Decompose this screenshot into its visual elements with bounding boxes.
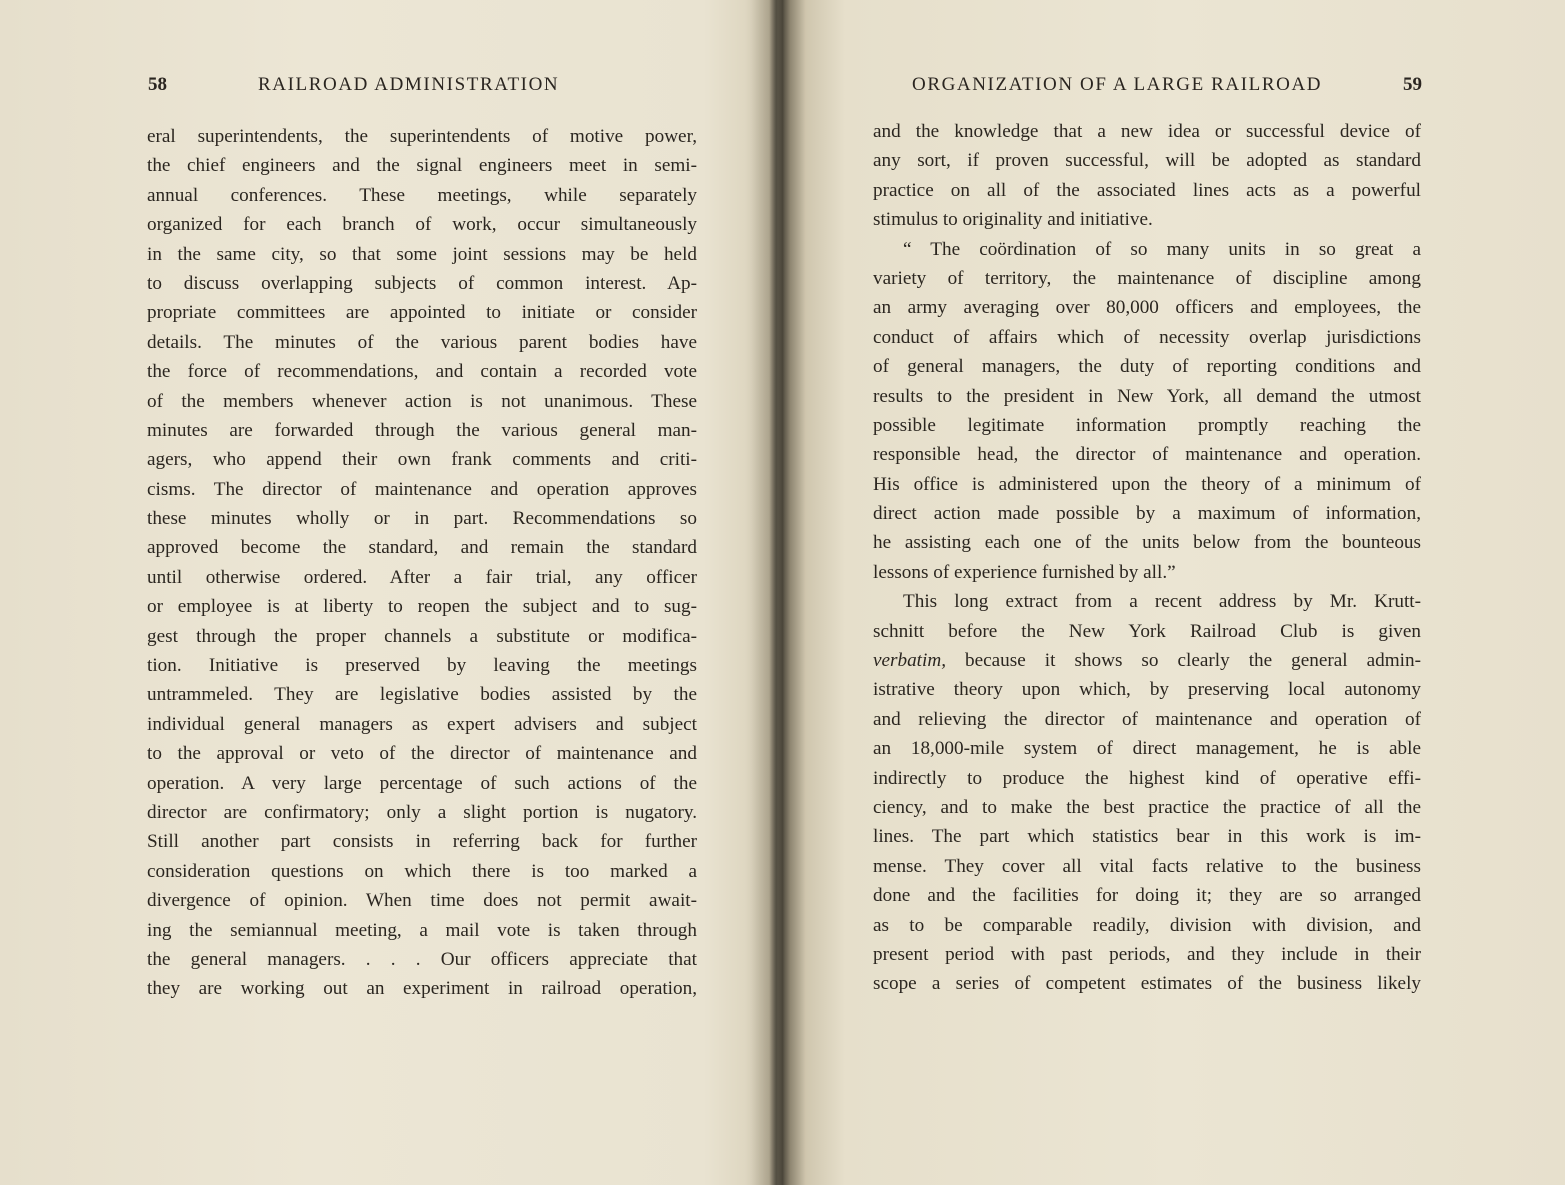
text-line: divergence of opinion. When time does not permit await- [147,890,697,912]
right-page-body [873,117,1421,999]
text-line: the force of recommendations, and contain a recorded vote [147,361,697,383]
text-line: gest through the proper channels a substitute or modifica- [147,625,697,647]
text-line: of the members whenever action is not unanimous. These [147,390,697,412]
text-line: these minutes wholly or in part. Recommendations so [147,508,697,530]
text-line: an army averaging over 80,000 officers and employees, the [873,297,1421,319]
text-line: variety of territory, the maintenance of discipline among [873,267,1421,289]
text-line: Still another part consists in referring back for further [147,831,697,853]
text-line: approved become the standard, and remain the standard [147,537,697,559]
left-page-header [148,74,698,104]
text-line: indirectly to produce the highest kind of operative effi- [873,767,1421,789]
text-line: any sort, if proven successful, will be adopted as standard [873,150,1421,172]
left-page-body [147,122,697,1004]
text-line: agers, who append their own frank comments and criti- [147,449,697,471]
text-line: minutes are forwarded through the various general man- [147,419,697,441]
text-line: scope a series of competent estimates of the business likely [873,973,1421,995]
text-line: consideration questions on which there is too marked a [147,860,697,882]
text-line: conduct of affairs which of necessity overlap jurisdictions [873,326,1421,348]
text-line: as to be comparable readily, division with division, and [873,914,1421,936]
page-number: 59 [1403,74,1422,95]
text-line: “ The coördination of so many units in so great a [903,238,1421,260]
text-line [873,646,1421,675]
text-line: to discuss overlapping subjects of common interest. Ap- [147,272,697,294]
text-line: lessons of experience furnished by all.” [873,561,1176,583]
text-line: His office is administered upon the theory of a minimum of [873,473,1421,495]
text-line: the chief engineers and the signal engineers meet in semi- [147,155,697,177]
text-line: tion. Initiative is preserved by leaving the meetings [147,655,697,677]
text-line: organized for each branch of work, occur simultaneously [147,214,697,236]
text-line: director are confirmatory; only a slight portion is nugatory. [147,801,697,823]
left-page [0,0,760,1185]
text-line: they are working out an experiment in railroad operation, [147,978,697,1000]
text-line: lines. The part which statistics bear in this work is im- [873,826,1421,848]
text-line: until otherwise ordered. After a fair trial, any officer [147,566,697,588]
right-page [800,0,1565,1185]
text-line: done and the facilities for doing it; they are so arranged [873,885,1421,907]
text-line: or employee is at liberty to reopen the subject and to sug- [147,596,697,618]
text-line: possible legitimate information promptly reaching the [873,414,1421,436]
text-line: and relieving the director of maintenance and operation of [873,708,1421,730]
text-line: untrammeled. They are legislative bodies assisted by the [147,684,697,706]
text-line: stimulus to originality and initiative. [873,209,1153,231]
line-remainder: because it shows so clearly the general admin- [946,650,1421,672]
text-line: responsible head, the director of maintenance and operation. [873,444,1421,466]
text-line: individual general managers as expert advisers and subject [147,713,697,735]
italic-word: verbatim, [873,650,947,672]
text-line: operation. A very large percentage of such actions of the [147,772,697,794]
text-line: and the knowledge that a new idea or successful device of [873,121,1421,142]
running-head: RAILROAD ADMINISTRATION [258,74,560,95]
text-line: results to the president in New York, all demand the utmost [873,385,1421,407]
text-line: details. The minutes of the various parent bodies have [147,331,697,353]
text-line: istrative theory upon which, by preserving local autonomy [873,679,1421,701]
page-number: 58 [148,74,167,95]
right-page-header [912,74,1422,104]
text-line: direct action made possible by a maximum of information, [873,503,1421,525]
text-line: schnitt before the New York Railroad Club is given [873,620,1421,642]
text-line: ciency, and to make the best practice the practice of all the [873,796,1421,818]
running-head: ORGANIZATION OF A LARGE RAILROAD [912,74,1323,95]
text-line: to the approval or veto of the director of maintenance and [147,743,697,765]
text-line: ing the semiannual meeting, a mail vote is taken through [147,919,697,941]
text-line: in the same city, so that some joint sessions may be held [147,243,697,265]
text-line: an 18,000-mile system of direct management, he is able [873,738,1421,760]
text-line: This long extract from a recent address by Mr. Krutt- [903,591,1421,613]
text-line: he assisting each one of the units below from the bounteous [873,532,1421,554]
text-line: practice on all of the associated lines acts as a powerful [873,179,1421,201]
text-line: of general managers, the duty of reporting conditions and [873,356,1421,378]
text-line: propriate committees are appointed to initiate or consider [147,302,697,324]
text-line: annual conferences. These meetings, while separately [147,184,697,206]
text-line: eral superintendents, the superintendents of motive power, [147,126,697,147]
text-line: cisms. The director of maintenance and operation approves [147,478,697,500]
text-line: mense. They cover all vital facts relative to the business [873,855,1421,877]
text-line: the general managers. . . . Our officers appreciate that [147,948,697,970]
text-line: present period with past periods, and they include in their [873,943,1421,965]
